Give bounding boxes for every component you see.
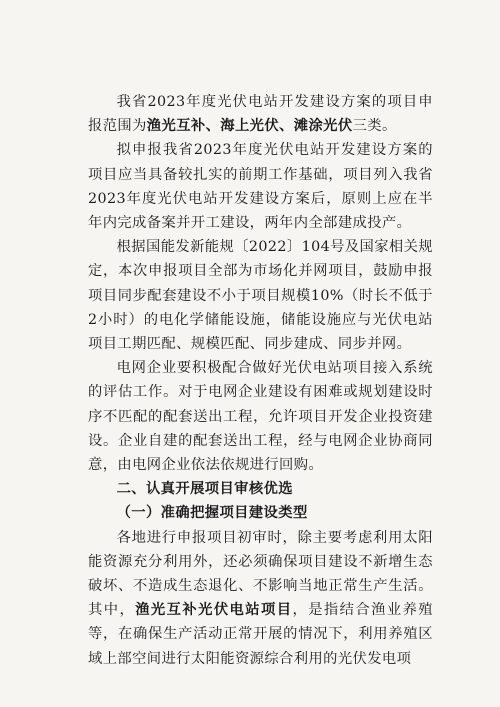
paragraph-1-bold: 渔光互补、海上光伏、滩涂光伏 — [146, 118, 353, 135]
document-page — [88, 90, 433, 671]
paragraph-5-text-a: 各地进行申报项目初审时，除主要考虑利用太阳能资源充分利用外，还必须确保项目建设不新增生态破坏、不造成生态退化、不影响当地正常生产生活。其中， — [88, 529, 433, 619]
paragraph-1 — [88, 90, 433, 138]
paragraph-3: 根据国能发新能规〔2022〕104号及国家相关规定，本次申报项目全部为市场化并网项目，鼓励申报项目同步配套建设不小于项目规模10%（时长不低于2小时）的电化学储能设施，储能设施应与光伏电站项目工期匹配、规模匹配、同步建成、同步并网。 — [88, 239, 433, 353]
section-heading-2: 二、认真开展项目审核优选 — [116, 481, 293, 498]
paragraph-1-text-b: 三类。 — [352, 118, 397, 135]
paragraph-5-text-b: ，是指结合渔业养殖等，在确保生产活动正常开展的情况下，利用养殖区域上部空间进行太阳能资源综合利用的光伏发电项 — [88, 602, 433, 667]
paragraph-4: 电网企业要积极配合做好光伏电站项目接入系统的评估工作。对于电网企业建设有困难或规划建设时序不匹配的配套送出工程，允许项目开发企业投资建设。企业自建的配套送出工程，经与电网企业协商同意，由电网企业依法依规进行回购。 — [88, 360, 433, 474]
paragraph-5-bold: 渔光互补光伏电站项目 — [135, 602, 293, 619]
paragraph-1-text-a: 我省2023年度光伏电站开发建设方案的项目申报范围为 — [88, 94, 433, 135]
paragraph-2: 拟申报我省2023年度光伏电站开发建设方案的项目应当具备较扎实的前期工作基础，项目列入我省2023年度光伏电站开发建设方案后，原则上应在半年内完成备案并开工建设，两年内全部建成投产。 — [88, 142, 433, 232]
paragraph-5 — [88, 526, 433, 671]
subsection-heading-1: （一）准确把握项目建设类型 — [116, 505, 308, 522]
